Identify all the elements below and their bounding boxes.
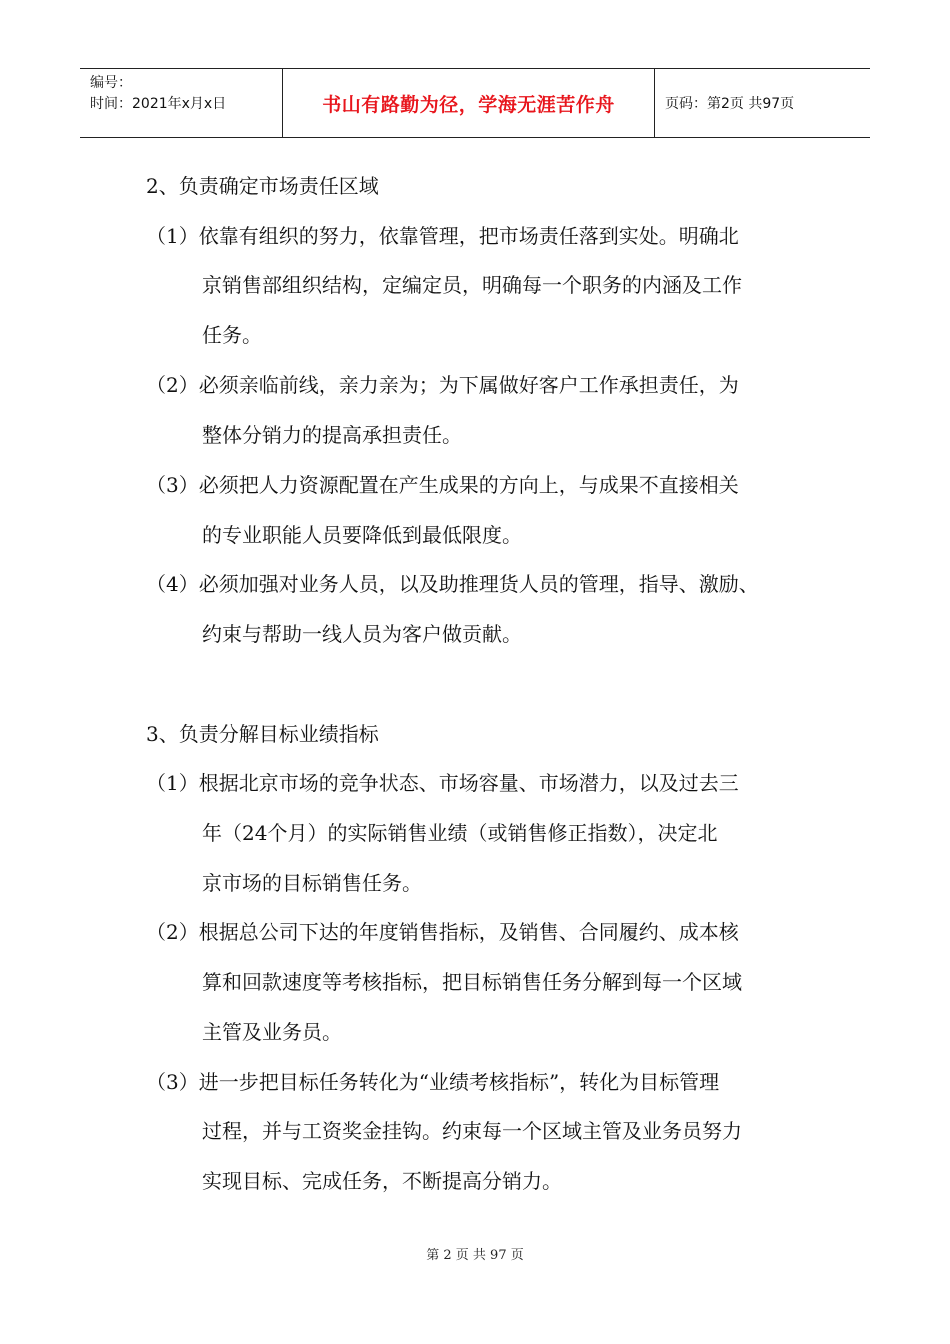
paragraph-line: 的专业职能人员要降低到最低限度。 bbox=[202, 523, 522, 547]
header-meta bbox=[80, 69, 283, 137]
paragraph-line: 算和回款速度等考核指标，把目标销售任务分解到每一个区域 bbox=[202, 970, 742, 994]
paragraph-line: 整体分销力的提高承担责任。 bbox=[202, 423, 462, 447]
section-heading: 3、负责分解目标业绩指标 bbox=[146, 722, 379, 746]
header-motto: 书山有路勤为径，学海无涯苦作舟 bbox=[322, 93, 615, 116]
paragraph-line: 实现目标、完成任务，不断提高分销力。 bbox=[202, 1169, 562, 1193]
time-label: 时间：2021年x月x日 bbox=[90, 96, 227, 112]
header-motto-cell bbox=[283, 69, 655, 137]
paragraph-line: 京市场的目标销售任务。 bbox=[202, 871, 422, 895]
section-heading: 2、负责确定市场责任区域 bbox=[146, 174, 379, 198]
paragraph-line: （2）根据总公司下达的年度销售指标，及销售、合同履约、成本核 bbox=[146, 920, 739, 944]
paragraph-line: 主管及业务员。 bbox=[202, 1020, 342, 1044]
paragraph-line: （1）依靠有组织的努力，依靠管理，把市场责任落到实处。明确北 bbox=[146, 224, 739, 248]
page-footer: 第 2 页 共 97 页 bbox=[426, 1248, 524, 1263]
paragraph-line: 任务。 bbox=[202, 323, 262, 347]
paragraph-line: （4）必须加强对业务人员，以及助推理货人员的管理，指导、激励、 bbox=[146, 572, 759, 596]
paragraph-line: 京销售部组织结构，定编定员，明确每一个职务的内涵及工作 bbox=[202, 273, 742, 297]
paragraph-line: 约束与帮助一线人员为客户做贡献。 bbox=[202, 622, 522, 646]
header-page-info: 页码：第2页 共97页 bbox=[665, 96, 795, 112]
paragraph-line: （1）根据北京市场的竞争状态、市场容量、市场潜力，以及过去三 bbox=[146, 771, 739, 795]
number-label: 编号： bbox=[90, 75, 132, 91]
paragraph-line: （2）必须亲临前线，亲力亲为；为下属做好客户工作承担责任，为 bbox=[146, 373, 739, 397]
paragraph-line: 过程，并与工资奖金挂钩。约束每一个区域主管及业务员努力 bbox=[202, 1119, 742, 1143]
paragraph-line: （3）进一步把目标任务转化为“业绩考核指标”，转化为目标管理 bbox=[146, 1070, 720, 1094]
page-header bbox=[80, 68, 870, 138]
paragraph-line: 年（24个月）的实际销售业绩（或销售修正指数），决定北 bbox=[202, 821, 718, 845]
paragraph-line: （3）必须把人力资源配置在产生成果的方向上，与成果不直接相关 bbox=[146, 473, 739, 497]
